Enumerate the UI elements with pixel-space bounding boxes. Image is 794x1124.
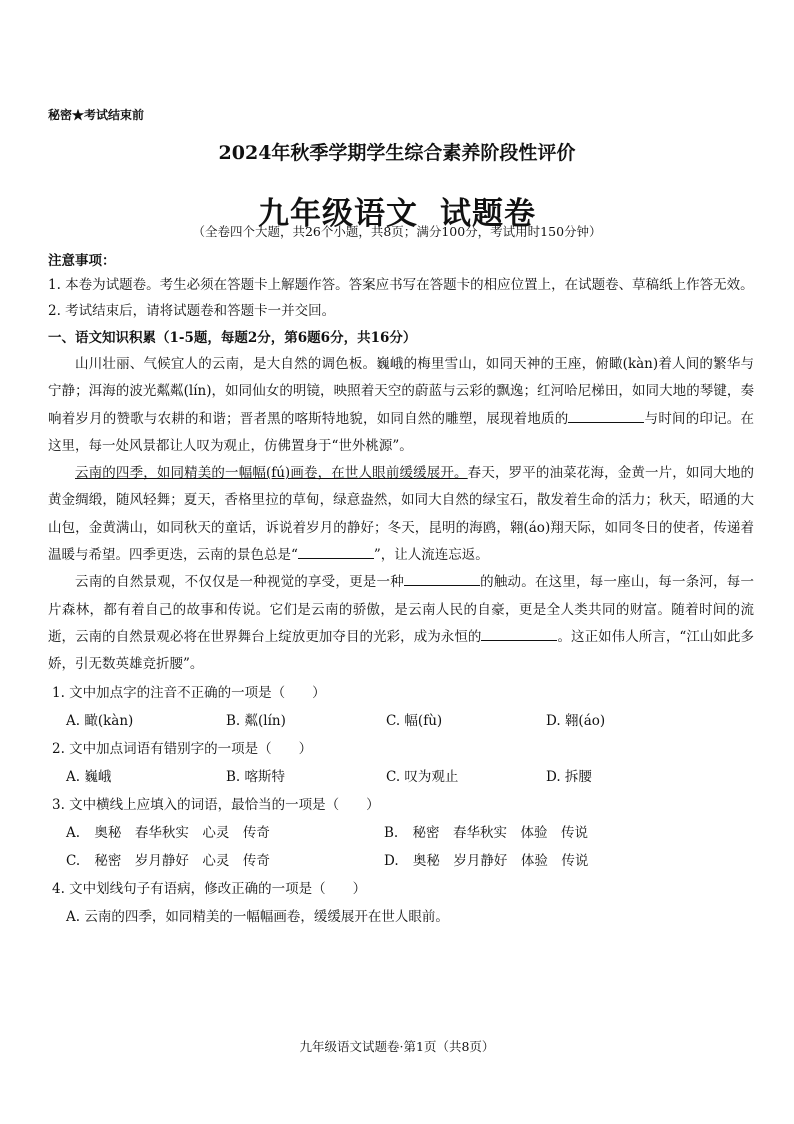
passage-text: 春天，罗平的油菜花海，金黄一片，如同大地的黄金绸缎，随风轻舞；夏天，香格里拉的草甸，绿意盎然，如同大自然的绿宝石，散发着生命的活力；秋天，昭通的大山包，金黄满山，如同秋天的童话，诉说着岁月的静好；冬天，昆明的海鸥，翱(áo)翔天际，如同冬日的使者，传递着温暖与希望。四季更迭，云南的景色总是“ <box>48 465 754 564</box>
passage-text: 与时间的印记。在这里，每一处风景都让人叹为观止，仿佛置身于“世外桃源”。 <box>48 410 755 454</box>
option-a: A. 巍峨 <box>66 768 112 785</box>
notice-item: 1. 本卷为试题卷。考生必须在答题卡上解题作答。答案应书写在答题卡的相应位置上，在试题卷、草稿纸上作答无效。 <box>48 277 754 293</box>
passage-paragraph <box>48 460 754 569</box>
option-c: C. 秘密 岁月静好 心灵 传奇 <box>66 852 270 869</box>
notice-heading: 注意事项： <box>48 253 116 269</box>
option-d: D. 拆腰 <box>546 768 592 785</box>
section-heading: 一、语文知识积累（1-5题，每题2分，第6题6分，共16分） <box>48 330 417 346</box>
question-stem: 2. 文中加点词语有错别字的一项是（ ） <box>52 740 313 757</box>
option-b: B. 喀斯特 <box>226 768 286 785</box>
passage-text: 。这正如伟人所言，“江山如此多娇，引无数英雄竞折腰”。 <box>48 628 755 673</box>
option-b: B. 秘密 春华秋实 体验 传说 <box>384 824 589 841</box>
fill-blank <box>404 572 480 586</box>
passage-text: 的触动。在这里，每一座山，每一条河，每一片森林，都有着自己的故事和传说。它们是云南的骄傲，是云南人民的自豪，更是全人类共同的财富。随着时间的流逝，云南的自然景观必将在世界舞台上绽放更加夺目的光彩，成为永恒的 <box>48 574 755 645</box>
option-c: C. 幅(fù) <box>386 712 443 729</box>
question-options <box>48 903 754 931</box>
passage-text: ”，让人流连忘返。 <box>373 547 489 564</box>
question-stem: 3. 文中横线上应填入的词语，最恰当的一项是（ ） <box>52 796 380 813</box>
exam-content <box>48 250 754 931</box>
passage-paragraph <box>48 569 754 678</box>
passage-text: 云南的自然景观，不仅仅是一种视觉的享受，更是一种 <box>75 574 404 591</box>
question-options <box>48 763 754 791</box>
option-a: A. 瞰(kàn) <box>66 712 134 729</box>
question-stem: 4. 文中划线句子有语病，修改正确的一项是（ ） <box>52 880 367 897</box>
notice-item: 2. 考试结束后，请将试题卷和答题卡一并交回。 <box>48 303 336 319</box>
fill-blank <box>298 545 374 559</box>
exam-subtitle: （全卷四个大题，共26个小题，共8页；满分100分，考试用时150分钟） <box>192 224 602 239</box>
underlined-sentence: 云南的四季，如同精美的一幅幅(fú)画卷，在世人眼前缓缓展开。 <box>75 465 468 482</box>
fill-blank <box>568 409 644 423</box>
fill-blank <box>481 627 557 641</box>
option-d: D. 奥秘 岁月静好 体验 传说 <box>384 852 589 869</box>
question-options <box>48 707 754 735</box>
exam-title: 2024年秋季学期学生综合素养阶段性评价 <box>218 142 576 164</box>
option-b: B. 粼(lín) <box>226 712 286 729</box>
question-stem: 1. 文中加点字的注音不正确的一项是（ ） <box>52 684 326 701</box>
page-footer: 九年级语文试题卷·第1页（共8页） <box>299 1039 495 1054</box>
question-options <box>48 819 754 875</box>
passage-text: 山川壮丽、气候宜人的云南，是大自然的调色板。巍峨的梅里雪山，如同天神的王座，俯瞰(kàn)着人间的繁华与宁静；洱海的波光粼粼(lín)，如同仙女的明镜，映照着天空的蔚蓝与云彩的飘逸；红河哈尼梯田，如同大地的琴键，奏响着岁月的赞歌与农耕的和谐；晋者黑的喀斯特地貌，如同自然的雕塑，展现着地质的 <box>48 356 754 427</box>
option-a: A. 云南的四季，如同精美的一幅幅画卷，缓缓展开在世人眼前。 <box>66 908 449 925</box>
option-c: C. 叹为观止 <box>386 768 459 785</box>
main-title-subject: 九年级语文 <box>258 196 418 232</box>
option-d: D. 翱(áo) <box>546 712 606 729</box>
option-a: A. 奥秘 春华秋实 心灵 传奇 <box>66 824 270 841</box>
confidential-mark: 秘密★考试结束前 <box>48 108 145 122</box>
main-title-paper: 试题卷 <box>440 196 536 232</box>
passage-paragraph <box>48 351 754 460</box>
